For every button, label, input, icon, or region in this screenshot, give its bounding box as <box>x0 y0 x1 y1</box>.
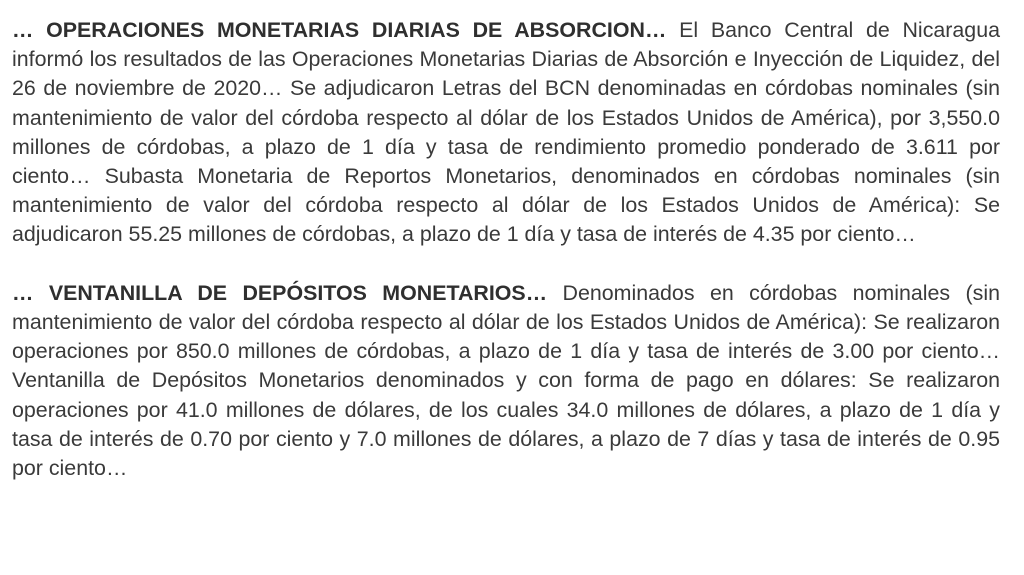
paragraph-heading-absorcion: … OPERACIONES MONETARIAS DIARIAS DE ABSORCION… <box>12 18 667 42</box>
paragraph-absorcion <box>12 16 1000 250</box>
paragraph-body-absorcion: El Banco Central de Nicaragua informó los resultados de las Operaciones Monetarias Diarias de Absorción e Inyección de Liquidez, del 26 de noviembre de 2020… Se adjudicaron Letras del BCN denominadas en córdobas nominales (sin mantenimiento de valor del córdoba respecto al dólar de los Estados Unidos de América), por 3,550.0 millones de córdobas, a plazo de 1 día y tasa de rendimiento promedio ponderado de 3.611 por ciento… Subasta Monetaria de Reportos Monetarios, denominados en córdobas nominales (sin mantenimiento de valor del córdoba respecto al dólar de los Estados Unidos de América): Se adjudicaron 55.25 millones de córdobas, a plazo de 1 día y tasa de interés de 4.35 por ciento… <box>12 18 1000 247</box>
news-article <box>12 16 1000 483</box>
paragraph-heading-ventanilla: … VENTANILLA DE DEPÓSITOS MONETARIOS… <box>12 280 548 305</box>
paragraph-ventanilla <box>12 279 1000 483</box>
paragraph-body-ventanilla: Denominados en córdobas nominales (sin mantenimiento de valor del córdoba respecto al dólar de los Estados Unidos de América): Se realizaron operaciones por 850.0 millones de córdobas, a plazo de 1 día y tasa de interés de 3.00 por ciento… Ventanilla de Depósitos Monetarios denominados y con forma de pago en dólares: Se realizaron operaciones por 41.0 millones de dólares, de los cuales 34.0 millones de dólares, a plazo de 1 día y tasa de interés de 0.70 por ciento y 7.0 millones de dólares, a plazo de 7 días y tasa de interés de 0.95 por ciento… <box>12 280 1000 481</box>
